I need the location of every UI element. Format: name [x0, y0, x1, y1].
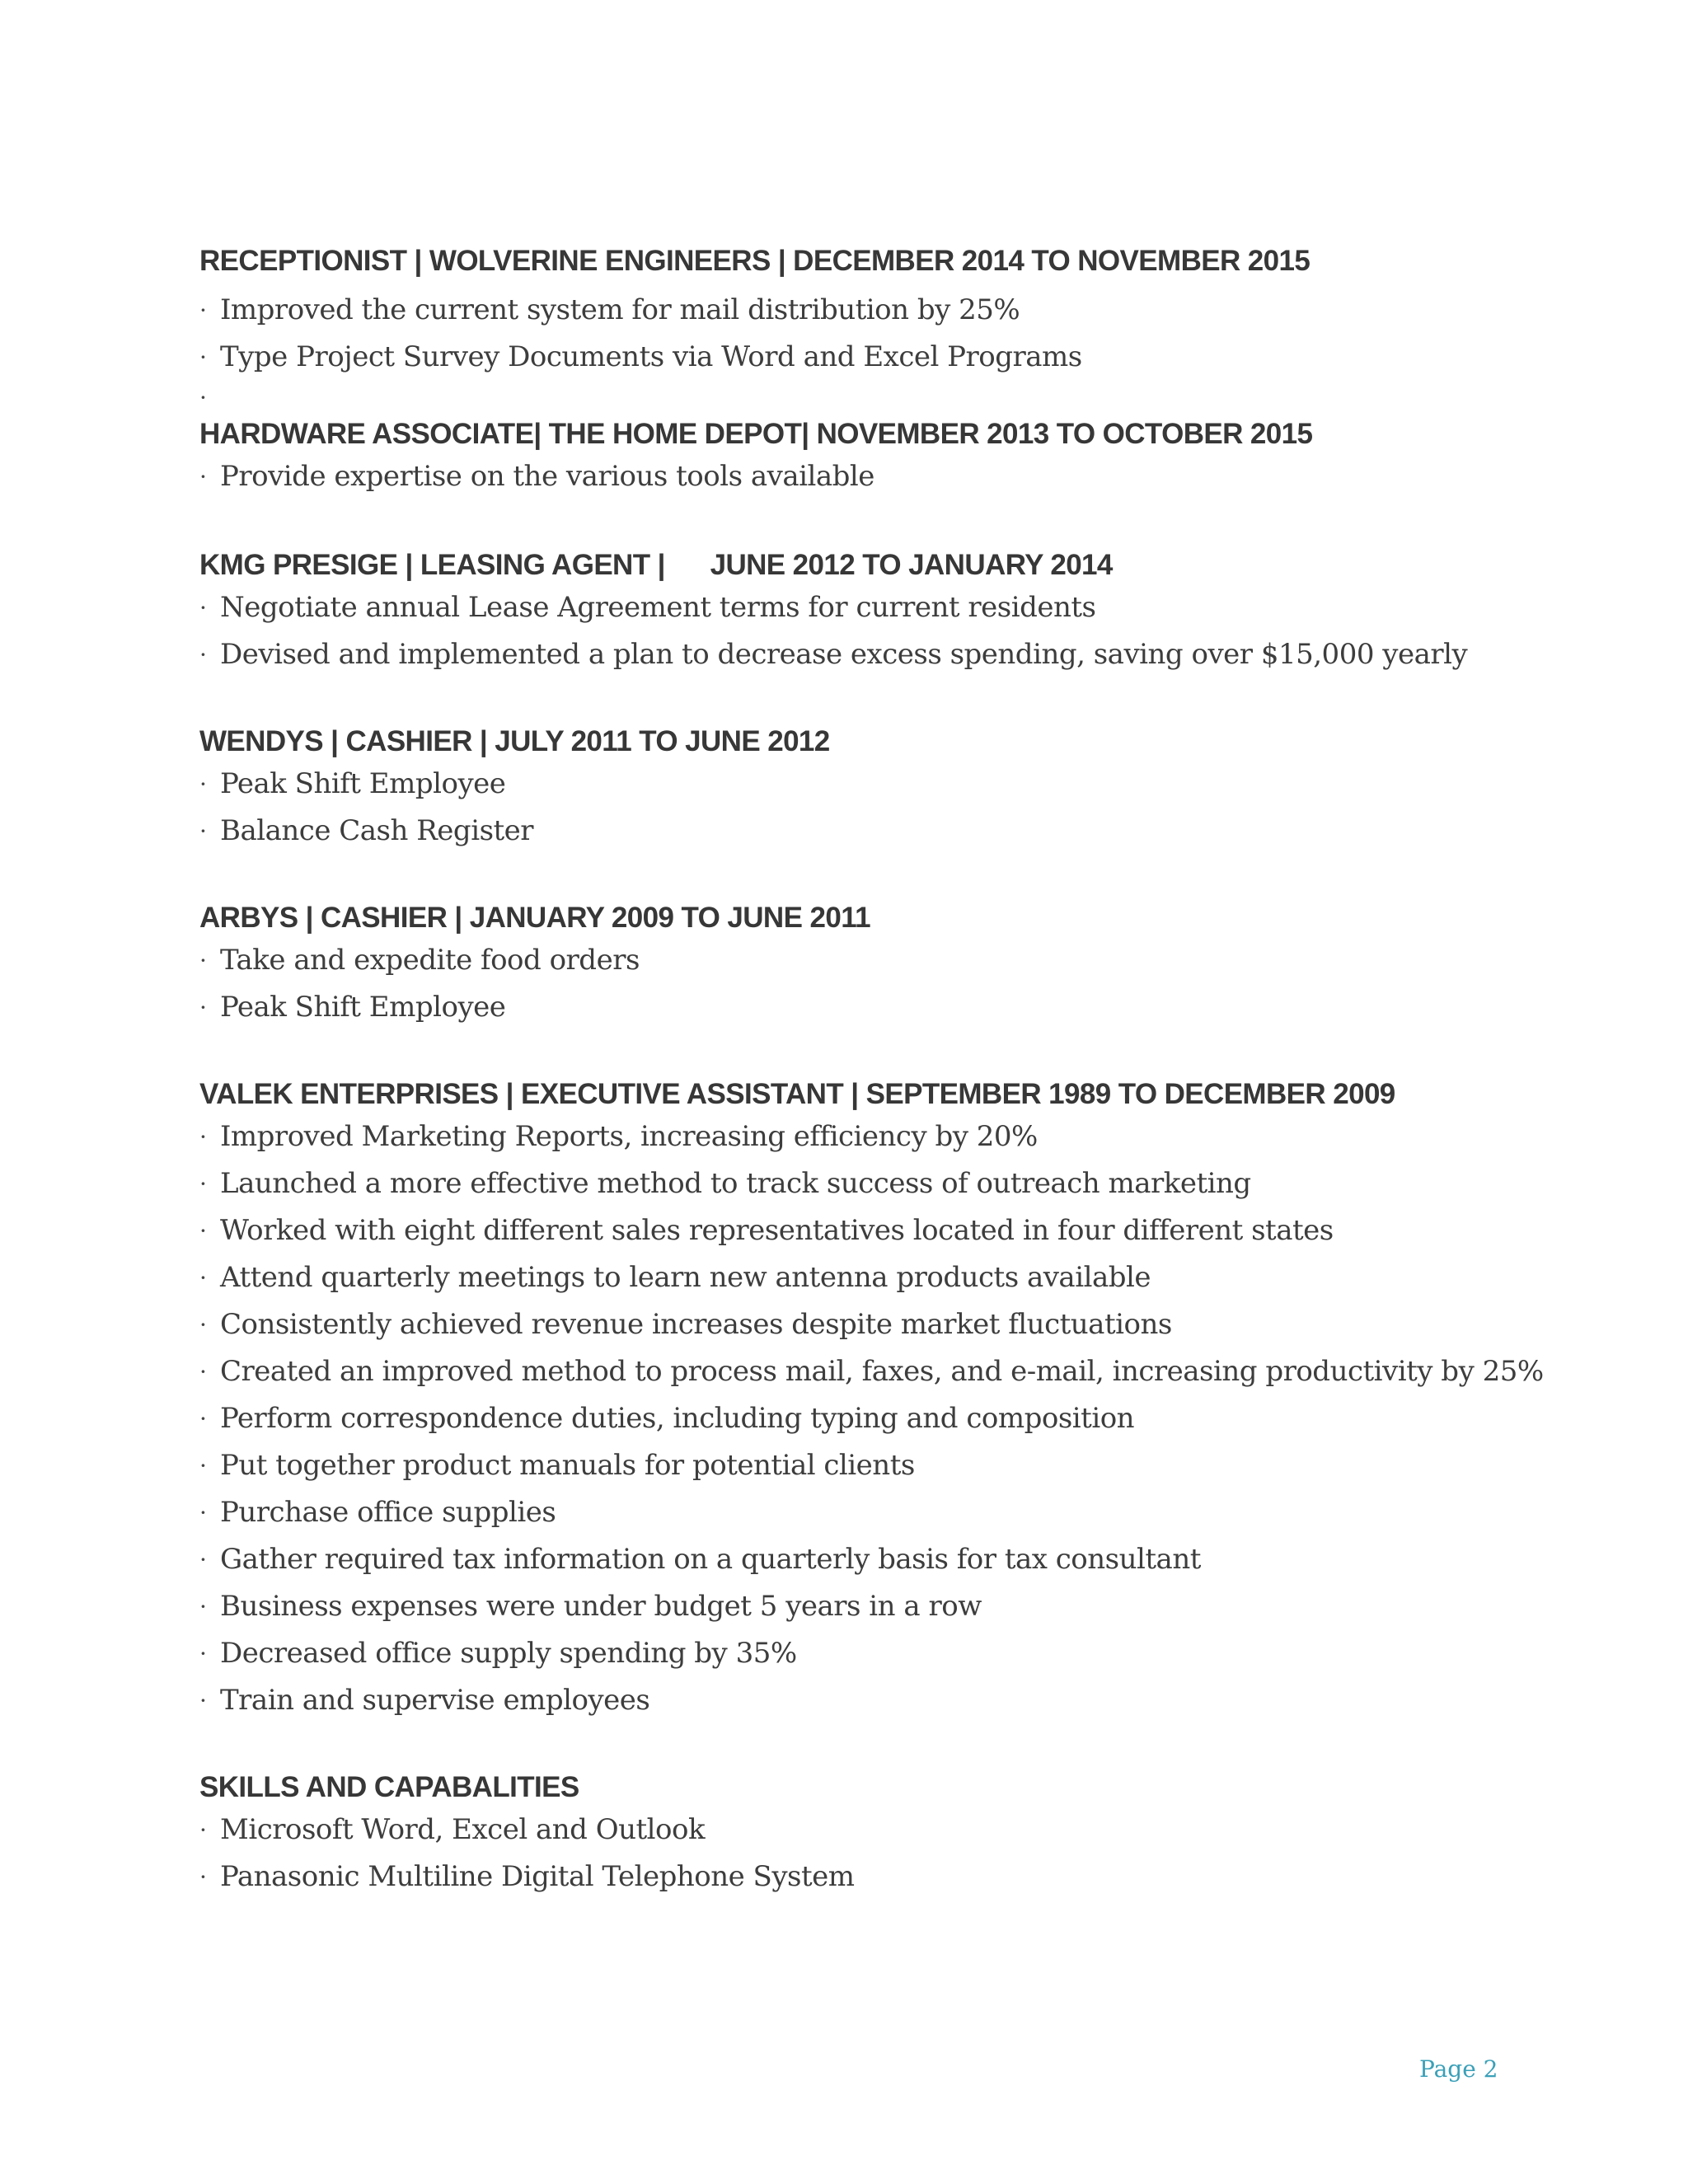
list-item-text: Purchase office supplies	[220, 1496, 556, 1529]
list-item	[199, 631, 1551, 678]
bullet-icon: ·	[199, 297, 207, 324]
list-item	[199, 1583, 1551, 1630]
bullet-icon: ·	[199, 1170, 207, 1197]
list-item	[199, 584, 1551, 631]
list-item-text: Consistently achieved revenue increases despite market fluctuations	[220, 1308, 1172, 1341]
bullet-icon: ·	[199, 1311, 207, 1338]
list-item-text: Type Project Survey Documents via Word and Excel Programs	[220, 340, 1082, 373]
list-item	[199, 1395, 1551, 1442]
list-item-text: Train and supervise employees	[220, 1684, 650, 1717]
experience-section-valek	[199, 1076, 1551, 1724]
section-heading: VALEK ENTERPRISES | EXECUTIVE ASSISTANT | SEPTEMBER 1989 TO DECEMBER 2009	[199, 1078, 1395, 1110]
experience-section-arbys	[199, 899, 1551, 1031]
list-item	[199, 1348, 1551, 1395]
list-item-text: Microsoft Word, Excel and Outlook	[220, 1813, 706, 1846]
bullet-list	[199, 453, 1551, 500]
bullet-icon: ·	[199, 1863, 207, 1891]
page-number: Page 2	[1419, 2055, 1498, 2083]
section-heading: RECEPTIONIST | WOLVERINE ENGINEERS | DECEMBER 2014 TO NOVEMBER 2015	[199, 245, 1311, 277]
bullet-icon: ·	[199, 771, 207, 798]
empty-bullet-icon: ·	[199, 384, 207, 411]
resume-content	[199, 242, 1551, 1900]
list-item-text: Launched a more effective method to track success of outreach marketing	[220, 1167, 1251, 1200]
bullet-icon: ·	[199, 818, 207, 845]
bullet-icon: ·	[199, 1816, 207, 1844]
bullet-icon: ·	[199, 1405, 207, 1432]
bullet-icon: ·	[199, 1358, 207, 1385]
bullet-icon: ·	[199, 1217, 207, 1244]
list-item-text: Devised and implemented a plan to decrease excess spending, saving over $15,000 yearly	[220, 638, 1468, 671]
list-item	[199, 1113, 1551, 1160]
bullet-icon: ·	[199, 1499, 207, 1526]
bullet-icon: ·	[199, 947, 207, 974]
bullet-icon: ·	[199, 1593, 207, 1620]
list-item	[199, 1207, 1551, 1254]
bullet-list	[199, 761, 1551, 855]
list-item-text: Decreased office supply spending by 35%	[220, 1637, 797, 1670]
bullet-list	[199, 1113, 1551, 1724]
list-item	[199, 1301, 1551, 1348]
bullet-icon: ·	[199, 641, 207, 668]
list-item	[199, 1489, 1551, 1536]
section-heading: KMG PRESIGE | LEASING AGENT | JUNE 2012 TO JANUARY 2014	[199, 549, 1113, 581]
experience-section-receptionist	[199, 242, 1551, 415]
list-item-text: Peak Shift Employee	[220, 991, 506, 1024]
experience-section-leasing-agent	[199, 546, 1551, 678]
list-item-text: Take and expedite food orders	[220, 944, 640, 977]
list-item-text: Peak Shift Employee	[220, 767, 506, 800]
list-item	[199, 453, 1551, 500]
bullet-icon: ·	[199, 1123, 207, 1151]
bullet-icon: ·	[199, 594, 207, 621]
bullet-list	[199, 287, 1551, 381]
bullet-icon: ·	[199, 1452, 207, 1479]
list-item	[199, 1442, 1551, 1489]
bullet-icon: ·	[199, 1687, 207, 1714]
bullet-list	[199, 1807, 1551, 1900]
bullet-icon: ·	[199, 1546, 207, 1573]
list-item	[199, 808, 1551, 855]
list-item-text: Balance Cash Register	[220, 814, 534, 847]
skills-section	[199, 1769, 1551, 1900]
list-item	[199, 1854, 1551, 1900]
bullet-icon: ·	[199, 463, 207, 490]
section-heading: ARBYS | CASHIER | JANUARY 2009 TO JUNE 2011	[199, 902, 870, 934]
section-heading: WENDYS | CASHIER | JULY 2011 TO JUNE 2012	[199, 725, 830, 757]
bullet-icon: ·	[199, 1264, 207, 1291]
list-item-text: Put together product manuals for potential clients	[220, 1449, 915, 1482]
bullet-icon: ·	[199, 994, 207, 1021]
list-item-text: Worked with eight different sales representatives located in four different states	[220, 1214, 1334, 1247]
list-item-text: Negotiate annual Lease Agreement terms for current residents	[220, 591, 1096, 624]
bullet-icon: ·	[199, 1640, 207, 1667]
list-item	[199, 1536, 1551, 1583]
list-item-text: Created an improved method to process mail, faxes, and e-mail, increasing productivity by 25%	[220, 1355, 1544, 1388]
list-item	[199, 1254, 1551, 1301]
list-item	[199, 984, 1551, 1031]
list-item	[199, 1630, 1551, 1677]
list-item-text: Business expenses were under budget 5 years in a row	[220, 1590, 982, 1623]
bullet-list	[199, 937, 1551, 1031]
list-item-text: Attend quarterly meetings to learn new antenna products available	[220, 1261, 1151, 1294]
list-item	[199, 1807, 1551, 1854]
experience-section-hardware-associate	[199, 415, 1551, 500]
list-item	[199, 1677, 1551, 1724]
list-item	[199, 761, 1551, 808]
bullet-icon: ·	[199, 344, 207, 371]
list-item-text: Improved the current system for mail distribution by 25%	[220, 293, 1020, 326]
list-item-text: Gather required tax information on a quarterly basis for tax consultant	[220, 1543, 1201, 1576]
list-item	[199, 1160, 1551, 1207]
experience-section-wendys	[199, 723, 1551, 855]
section-heading: SKILLS AND CAPABALITIES	[199, 1771, 579, 1803]
list-item-text: Provide expertise on the various tools available	[220, 460, 874, 493]
section-heading: HARDWARE ASSOCIATE| THE HOME DEPOT| NOVEMBER 2013 TO OCTOBER 2015	[199, 418, 1313, 450]
list-item	[199, 287, 1551, 334]
list-item-text: Improved Marketing Reports, increasing efficiency by 20%	[220, 1120, 1038, 1153]
list-item	[199, 937, 1551, 984]
bullet-list	[199, 584, 1551, 678]
list-item-text: Panasonic Multiline Digital Telephone System	[220, 1860, 855, 1893]
list-item-text: Perform correspondence duties, including typing and composition	[220, 1402, 1135, 1435]
list-item	[199, 334, 1551, 381]
